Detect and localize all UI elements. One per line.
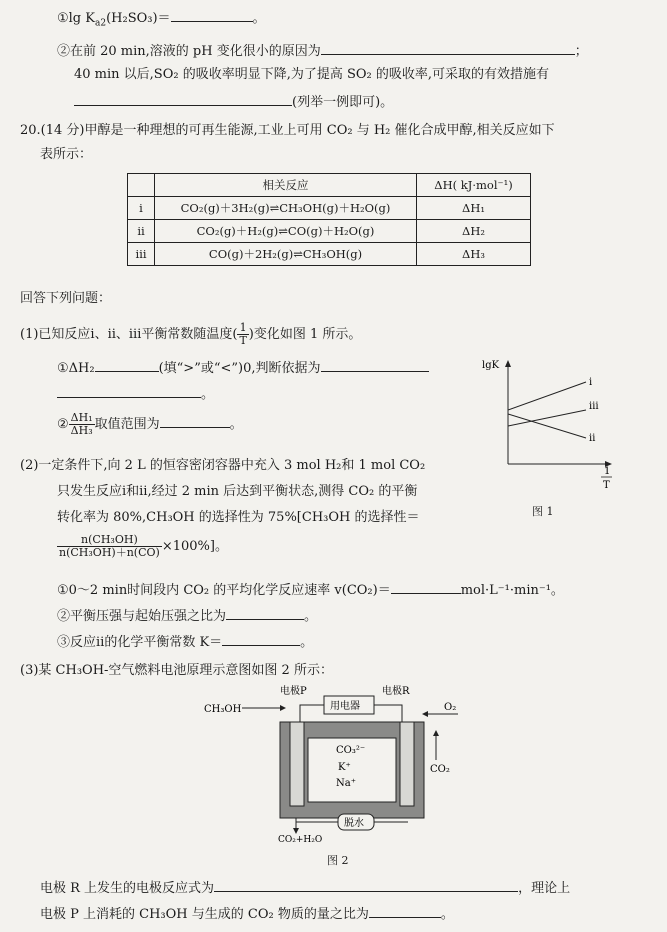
selectivity-formula: $\frac{\text{n(CH₃OH)}}{\text{n(CH₃OH)＋n(CO)}}$ ×100%]。 [59,533,228,559]
figure2-diagram [196,684,486,844]
methanol-arrow-icon [280,705,286,711]
part1-q1-cont: 。 [57,384,214,404]
part2-q3: ③反应ⅱ的化学平衡常数 K＝ 。 [57,632,313,652]
figure2-caption: 图 2 [327,854,349,867]
ion-sodium: Na⁺ [336,778,356,789]
electrode-r [400,722,414,806]
part2-q2: ②平衡压强与起始压强之比为 。 [57,606,317,626]
answer-blank[interactable] [171,8,253,22]
outlet-arrow-icon [293,828,299,834]
methanol-inlet-label: CH₃OH [204,704,242,715]
answer-blank[interactable] [57,384,201,398]
answer-blank[interactable] [369,904,441,918]
q19-item2-tail: (列举一例即可)。 [74,92,393,112]
reaction-id: ⅱ [128,220,155,243]
figure1-graph [480,352,640,492]
answer-prompt: 回答下列问题： [20,291,112,306]
part3-q1: 电极 R 上发生的电极反应式为 ，理论上 [40,878,570,898]
answer-blank[interactable] [95,358,159,372]
electrode-p-label: 电极P [280,686,307,697]
reaction-equation: CO(g)＋2H₂(g)⇌CH₃OH(g) [155,243,417,266]
answer-blank[interactable] [74,92,292,106]
curve-i [508,382,586,410]
part2-line1: (2)一定条件下,向 2 L 的恒容密闭容器中充入 3 mol H₂和 1 mol CO₂ [20,458,426,473]
reaction-table [127,173,531,266]
answer-blank[interactable] [321,358,429,372]
part1-q2: ② $\frac{\text{ΔH₁}}{\text{ΔH₃}}$ 取值范围为 。 [57,411,243,437]
table-row [128,220,531,243]
curve-label-i: ⅰ [589,377,593,388]
ion-carbonate: CO₃²⁻ [336,745,366,756]
reaction-dh: ΔH₃ [417,243,531,266]
table-header-row [128,174,531,197]
answer-blank[interactable] [226,606,304,620]
x-axis-label-denominator: T [603,480,610,491]
reaction-id: ⅰ [128,197,155,220]
q19-item1: ①lg $K_{a2}(H_2SO_3)=$ 。 [57,8,266,33]
part2-line3: 转化率为 80%,CH₃OH 的选择性为 75%[CH₃OH 的选择性＝ [57,510,420,525]
q19-item2: ②在前 20 min,溶液的 pH 变化很小的原因为 ； [57,41,588,61]
q19-item2-cont: 40 min 以后,SO₂ 的吸收率明显下降,为了提高 SO₂ 的吸收率,可采取的有效措施有 [74,67,550,82]
table-row [128,197,531,220]
part1-stem: (1)已知反应ⅰ、ⅱ、ⅲ平衡常数随温度( $\frac{1}{T}$ )变化如图 1 所示。 [20,321,362,347]
reaction-dh: ΔH₁ [417,197,531,220]
part1-q1: ①ΔH₂ (填“>”或“<”)0,判断依据为 [57,358,429,378]
electrode-r-label: 电极R [382,686,410,697]
reaction-dh: ΔH₂ [417,220,531,243]
curve-label-iii: ⅲ [589,401,599,412]
part3-q2: 电极 P 上消耗的 CH₃OH 与生成的 CO₂ 物质的量之比为 。 [40,904,454,924]
table-header-dh: ΔH( kJ·mol⁻¹) [417,174,531,197]
reaction-id: ⅲ [128,243,155,266]
figure1-caption: 图 1 [532,505,554,518]
fraction-dh1-over-dh3: $\frac{\text{ΔH₁}}{\text{ΔH₃}}$ [70,411,93,437]
reaction-equation: CO₂(g)＋3H₂(g)⇌CH₃OH(g)＋H₂O(g) [155,197,417,220]
selectivity-fraction: $\frac{\text{n(CH₃OH)}}{\text{n(CH₃OH)＋n(CO)}}$ [59,533,160,559]
answer-blank[interactable] [321,41,575,55]
answer-blank[interactable] [391,580,461,594]
y-axis-arrow-icon [505,360,511,367]
table-header-reaction: 相关反应 [155,174,417,197]
co2-arrow-icon [433,730,439,736]
answer-blank[interactable] [222,632,300,646]
q20-header: 20.(14 分)甲醇是一种理想的可再生能源,工业上可用 CO₂ 与 H₂ 催化合成甲醇,相关反应如下 [20,123,555,138]
curve-label-ii: ⅱ [589,433,596,444]
table-row [128,243,531,266]
answer-blank[interactable] [160,414,230,428]
electrode-p [290,722,304,806]
load-device-label: 用电器 [330,701,360,712]
outlet-label: CO₂+H₂O [278,835,323,844]
reaction-equation: CO₂(g)＋H₂(g)⇌CO(g)＋H₂O(g) [155,220,417,243]
fraction-1-over-t: $\frac{1}{T}$ [239,321,247,347]
o2-inlet-label: O₂ [444,702,457,713]
part2-q1: ①0～2 min时间段内 CO₂ 的平均化学反应速率 v(CO₂)＝ mol·L⁻¹·min⁻¹。 [57,580,564,600]
table-header-id [128,174,155,197]
o2-arrow-icon [422,711,428,717]
y-axis-label: lgK [482,360,500,371]
q20-header-cont: 表所示： [40,147,93,162]
answer-blank[interactable] [214,878,518,892]
x-axis-label-numerator: 1 [604,466,611,477]
co2-inlet-label: CO₂ [430,764,450,775]
part3-stem: (3)某 CH₃OH-空气燃料电池原理示意图如图 2 所示： [20,663,333,678]
part2-line2: 只发生反应ⅰ和ⅱ,经过 2 min 后达到平衡状态,测得 CO₂ 的平衡 [57,484,418,499]
dehydrator-label: 脱水 [344,818,364,829]
ion-potassium: K⁺ [338,762,351,773]
